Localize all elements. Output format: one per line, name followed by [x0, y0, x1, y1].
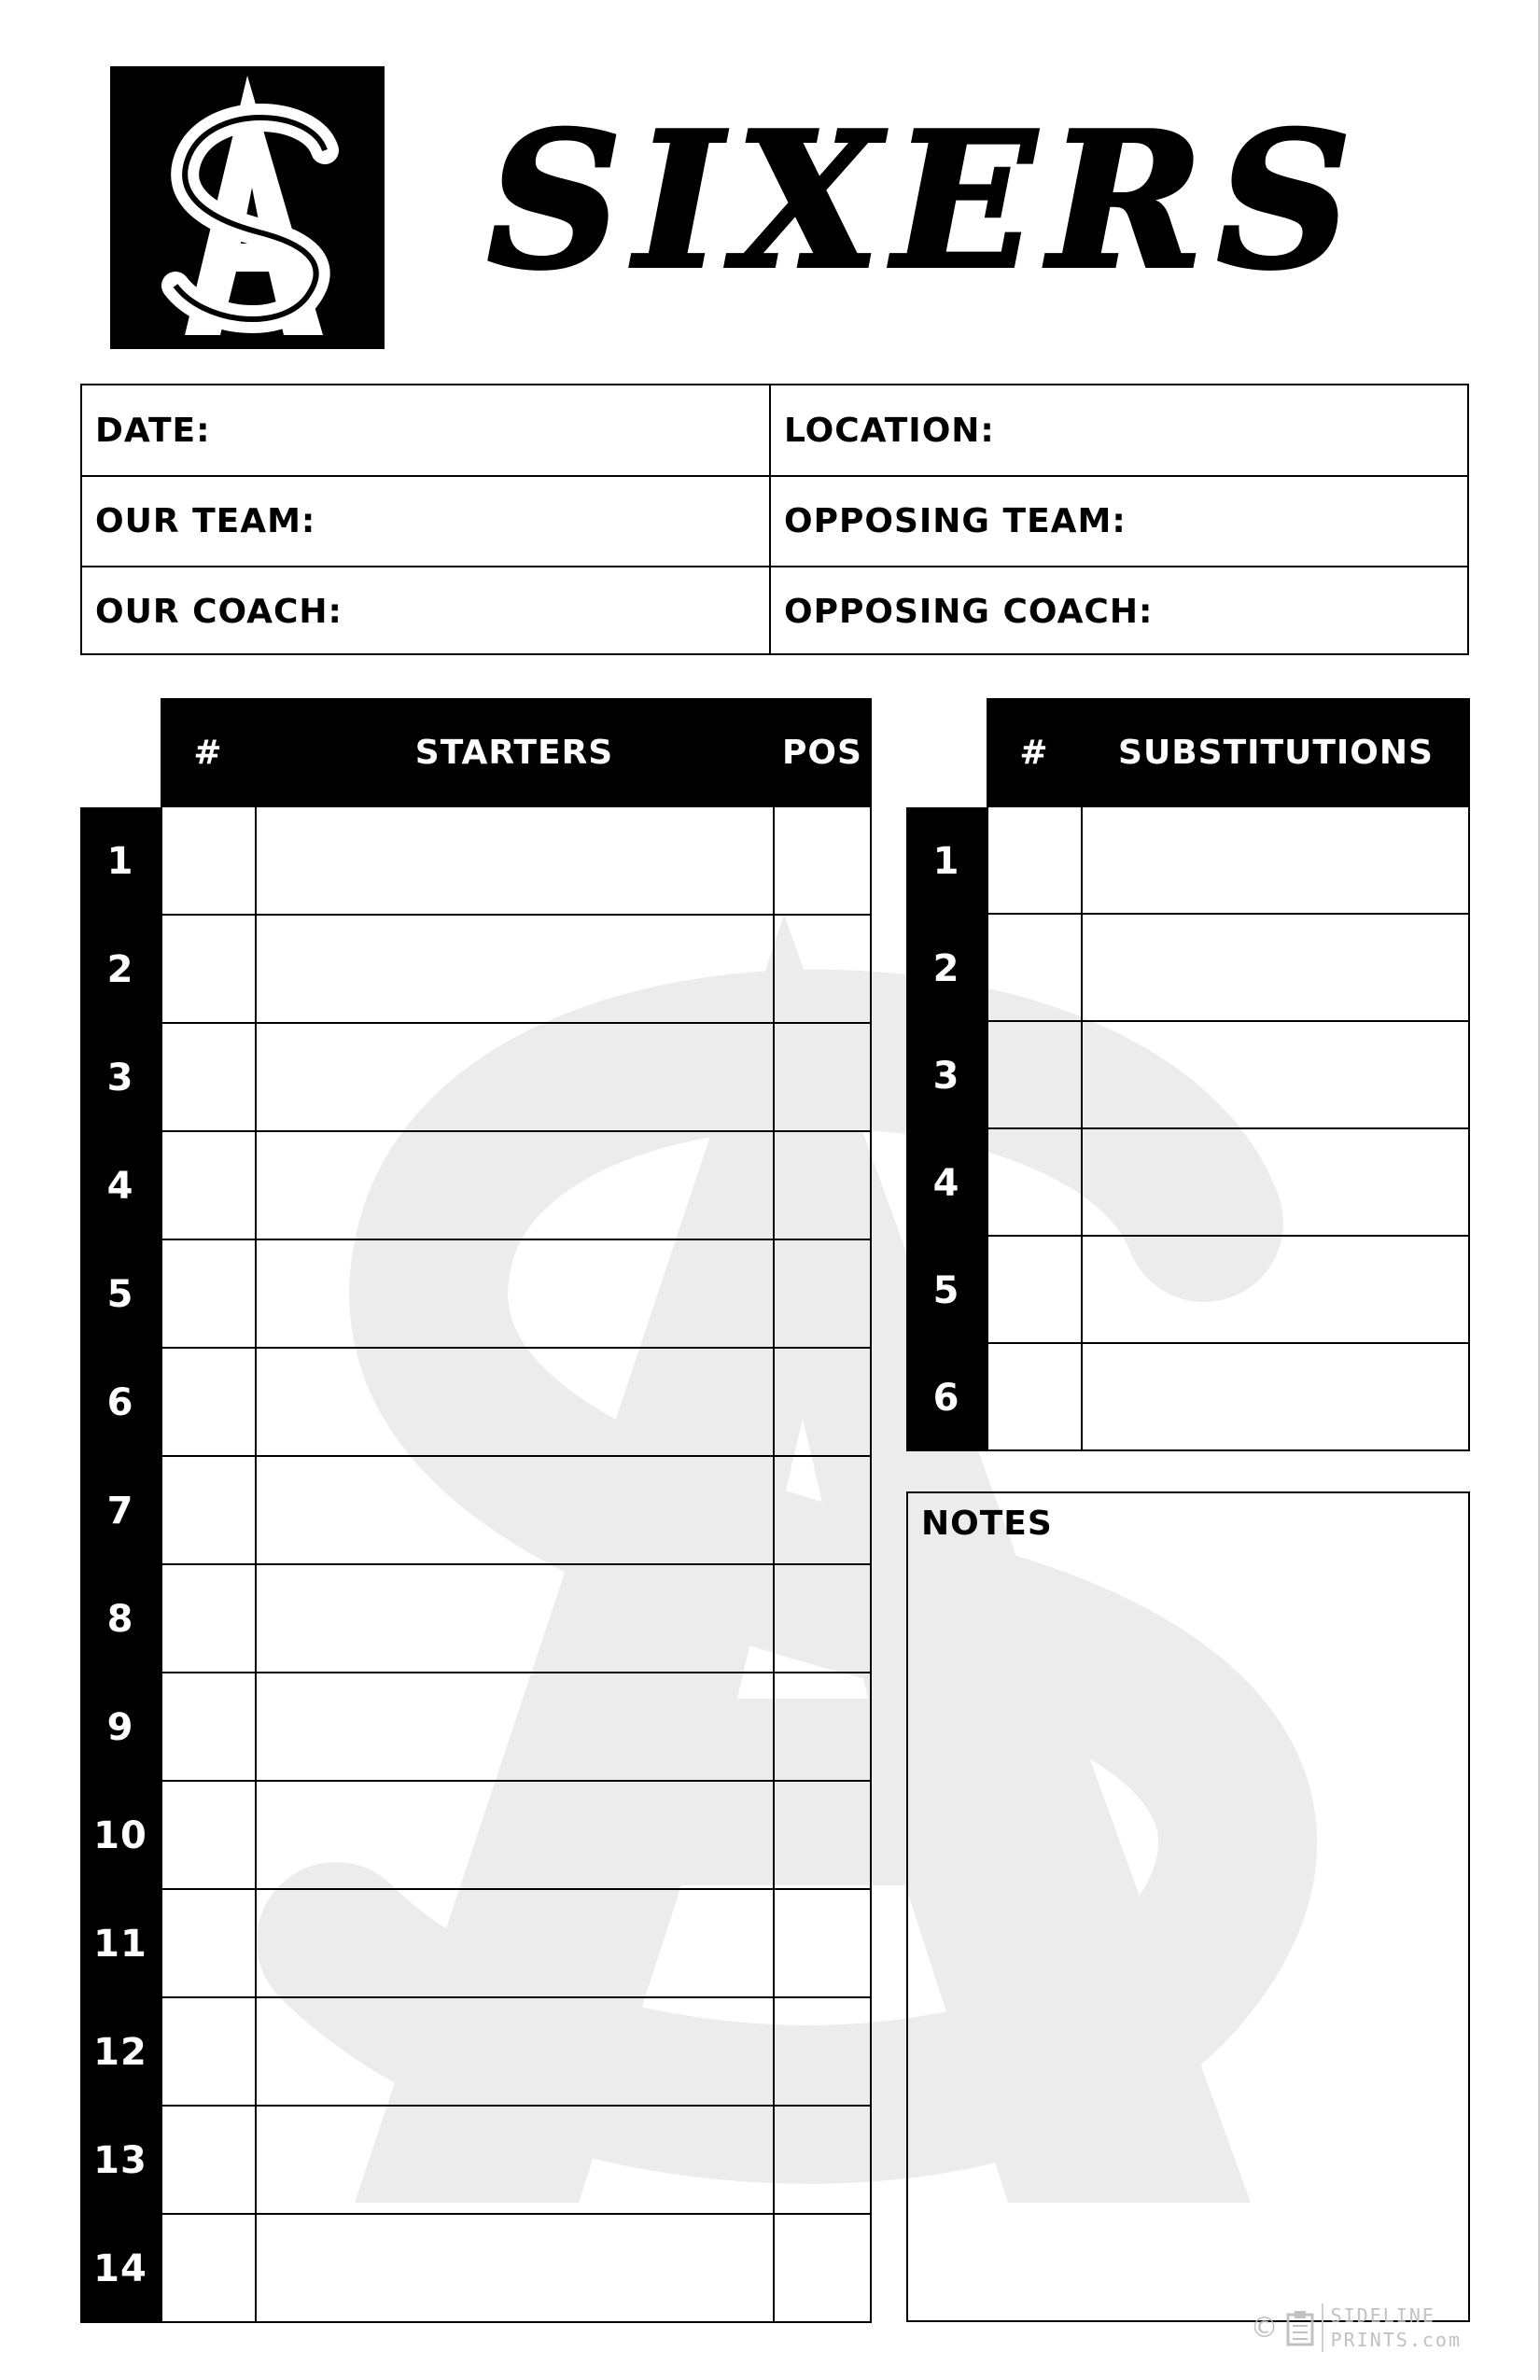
- starter-pos-cell[interactable]: [773, 1132, 872, 1240]
- starter-name-cell[interactable]: [255, 1132, 774, 1240]
- starter-name-cell[interactable]: [255, 1349, 774, 1457]
- starter-name-cell[interactable]: [255, 916, 774, 1024]
- starter-jersey-cell[interactable]: [161, 1782, 256, 1890]
- our-team-field[interactable]: [82, 476, 769, 567]
- starter-jersey-cell[interactable]: [161, 807, 256, 916]
- opposing-coach-field[interactable]: [771, 567, 1469, 657]
- starter-row: [80, 1565, 872, 1673]
- starter-name-cell[interactable]: [255, 1673, 774, 1782]
- substitution-jersey-cell[interactable]: [987, 1129, 1082, 1237]
- starter-row: [80, 1782, 872, 1890]
- starter-row: [80, 807, 872, 916]
- substitution-row: [906, 915, 1470, 1022]
- starter-row: [80, 1457, 872, 1565]
- starter-name-cell[interactable]: [255, 1457, 774, 1565]
- starter-pos-cell[interactable]: [773, 1673, 872, 1782]
- starter-row: [80, 2215, 872, 2323]
- starter-name-cell[interactable]: [255, 1565, 774, 1673]
- starter-row-number: 4: [80, 1132, 161, 1240]
- starter-row-number: 3: [80, 1024, 161, 1132]
- starter-row: [80, 1024, 872, 1132]
- starter-pos-cell[interactable]: [773, 916, 872, 1024]
- starters-name-header: STARTERS: [414, 734, 614, 772]
- starter-name-cell[interactable]: [255, 1890, 774, 1998]
- starters-table: [80, 698, 872, 2322]
- starter-jersey-cell[interactable]: [161, 1024, 256, 1132]
- starter-row: [80, 1998, 872, 2107]
- substitution-row-number: 2: [906, 915, 987, 1022]
- starter-pos-cell[interactable]: [773, 807, 872, 916]
- starter-row-number: 6: [80, 1349, 161, 1457]
- starter-jersey-cell[interactable]: [161, 1565, 256, 1673]
- substitution-row: [906, 1237, 1470, 1344]
- substitution-name-cell[interactable]: [1081, 1022, 1470, 1129]
- our-coach-field[interactable]: [82, 567, 769, 657]
- our-coach-label: OUR COACH:: [95, 593, 343, 631]
- starter-row-number: 8: [80, 1565, 161, 1673]
- starter-row-number: 12: [80, 1998, 161, 2107]
- starter-pos-cell[interactable]: [773, 1457, 872, 1565]
- starter-name-cell[interactable]: [255, 2107, 774, 2215]
- starter-row: [80, 916, 872, 1024]
- starter-jersey-cell[interactable]: [161, 2215, 256, 2323]
- starter-pos-cell[interactable]: [773, 1998, 872, 2107]
- starter-row: [80, 2107, 872, 2215]
- starter-pos-cell[interactable]: [773, 2107, 872, 2215]
- starter-name-cell[interactable]: [255, 1782, 774, 1890]
- starter-jersey-cell[interactable]: [161, 1132, 256, 1240]
- starter-row-number: 14: [80, 2215, 161, 2323]
- starter-row-number: 7: [80, 1457, 161, 1565]
- starter-row-number: 10: [80, 1782, 161, 1890]
- substitution-jersey-cell[interactable]: [987, 1022, 1082, 1129]
- substitution-row: [906, 1129, 1470, 1237]
- location-field[interactable]: [771, 385, 1469, 476]
- starter-pos-cell[interactable]: [773, 1565, 872, 1673]
- substitution-row-number: 6: [906, 1344, 987, 1451]
- team-logo: [110, 66, 385, 349]
- credit-line-2: PRINTS.com: [1330, 2329, 1462, 2351]
- starter-row-number: 1: [80, 807, 161, 916]
- substitution-row: [906, 1344, 1470, 1451]
- date-field[interactable]: [82, 385, 769, 476]
- starter-row: [80, 1240, 872, 1349]
- starter-jersey-cell[interactable]: [161, 1349, 256, 1457]
- credit-line-1: SIDELINE: [1330, 2304, 1435, 2327]
- starter-name-cell[interactable]: [255, 1998, 774, 2107]
- sideline-prints-credit: [1251, 2303, 1462, 2352]
- starter-jersey-cell[interactable]: [161, 1890, 256, 1998]
- subs-name-header: SUBSTITUTIONS: [1118, 734, 1434, 772]
- starter-row: [80, 1890, 872, 1998]
- starter-jersey-cell[interactable]: [161, 1457, 256, 1565]
- starter-name-cell[interactable]: [255, 807, 774, 916]
- starter-pos-cell[interactable]: [773, 1240, 872, 1349]
- notes-label: NOTES: [921, 1505, 1053, 1543]
- substitution-row: [906, 807, 1470, 915]
- starter-row: [80, 1673, 872, 1782]
- starter-pos-cell[interactable]: [773, 1890, 872, 1998]
- team-title-text: SIXERS: [486, 91, 1365, 311]
- starter-name-cell[interactable]: [255, 1024, 774, 1132]
- starter-pos-cell[interactable]: [773, 1024, 872, 1132]
- substitution-name-cell[interactable]: [1081, 1344, 1470, 1451]
- starter-row: [80, 1349, 872, 1457]
- starters-number-header: #: [193, 734, 223, 772]
- substitution-name-cell[interactable]: [1081, 807, 1470, 915]
- substitution-name-cell[interactable]: [1081, 1129, 1470, 1237]
- substitution-jersey-cell[interactable]: [987, 807, 1082, 915]
- substitution-name-cell[interactable]: [1081, 915, 1470, 1022]
- substitution-row-number: 1: [906, 807, 987, 915]
- substitution-row-number: 5: [906, 1237, 987, 1344]
- opposing-team-field[interactable]: [771, 476, 1469, 567]
- starter-name-cell[interactable]: [255, 1240, 774, 1349]
- starter-row-number: 9: [80, 1673, 161, 1782]
- starter-row-number: 2: [80, 916, 161, 1024]
- substitution-row: [906, 1022, 1470, 1129]
- starter-pos-cell[interactable]: [773, 1349, 872, 1457]
- date-label: DATE:: [95, 412, 211, 450]
- starter-pos-cell[interactable]: [773, 1782, 872, 1890]
- game-info-table: [80, 384, 1469, 655]
- starters-header: [161, 698, 872, 807]
- as-monogram-icon: [110, 66, 385, 349]
- starter-row-number: 11: [80, 1890, 161, 1998]
- clipboard-icon: [1286, 2309, 1314, 2346]
- notes-box[interactable]: [906, 1491, 1470, 2322]
- opposing-team-label: OPPOSING TEAM:: [784, 502, 1127, 540]
- starter-jersey-cell[interactable]: [161, 1240, 256, 1349]
- starter-jersey-cell[interactable]: [161, 916, 256, 1024]
- copyright-icon: ©: [1250, 2311, 1279, 2345]
- substitution-jersey-cell[interactable]: [987, 1344, 1082, 1451]
- substitution-jersey-cell[interactable]: [987, 915, 1082, 1022]
- starter-row-number: 5: [80, 1240, 161, 1349]
- starter-jersey-cell[interactable]: [161, 1673, 256, 1782]
- our-team-label: OUR TEAM:: [95, 502, 316, 540]
- starter-row: [80, 1132, 872, 1240]
- substitution-row-number: 4: [906, 1129, 987, 1237]
- substitution-row-number: 3: [906, 1022, 987, 1129]
- location-label: LOCATION:: [784, 412, 995, 450]
- starters-pos-header: POS: [782, 734, 862, 772]
- subs-number-header: #: [1019, 734, 1049, 772]
- starter-row-number: 13: [80, 2107, 161, 2215]
- substitution-jersey-cell[interactable]: [987, 1237, 1082, 1344]
- starter-jersey-cell[interactable]: [161, 1998, 256, 2107]
- starter-pos-cell[interactable]: [773, 2215, 872, 2323]
- starter-name-cell[interactable]: [255, 2215, 774, 2323]
- substitutions-table: [906, 698, 1470, 1452]
- starter-jersey-cell[interactable]: [161, 2107, 256, 2215]
- opposing-coach-label: OPPOSING COACH:: [784, 593, 1154, 631]
- team-title: [422, 89, 1430, 313]
- substitution-name-cell[interactable]: [1081, 1237, 1470, 1344]
- substitutions-header: [987, 698, 1470, 807]
